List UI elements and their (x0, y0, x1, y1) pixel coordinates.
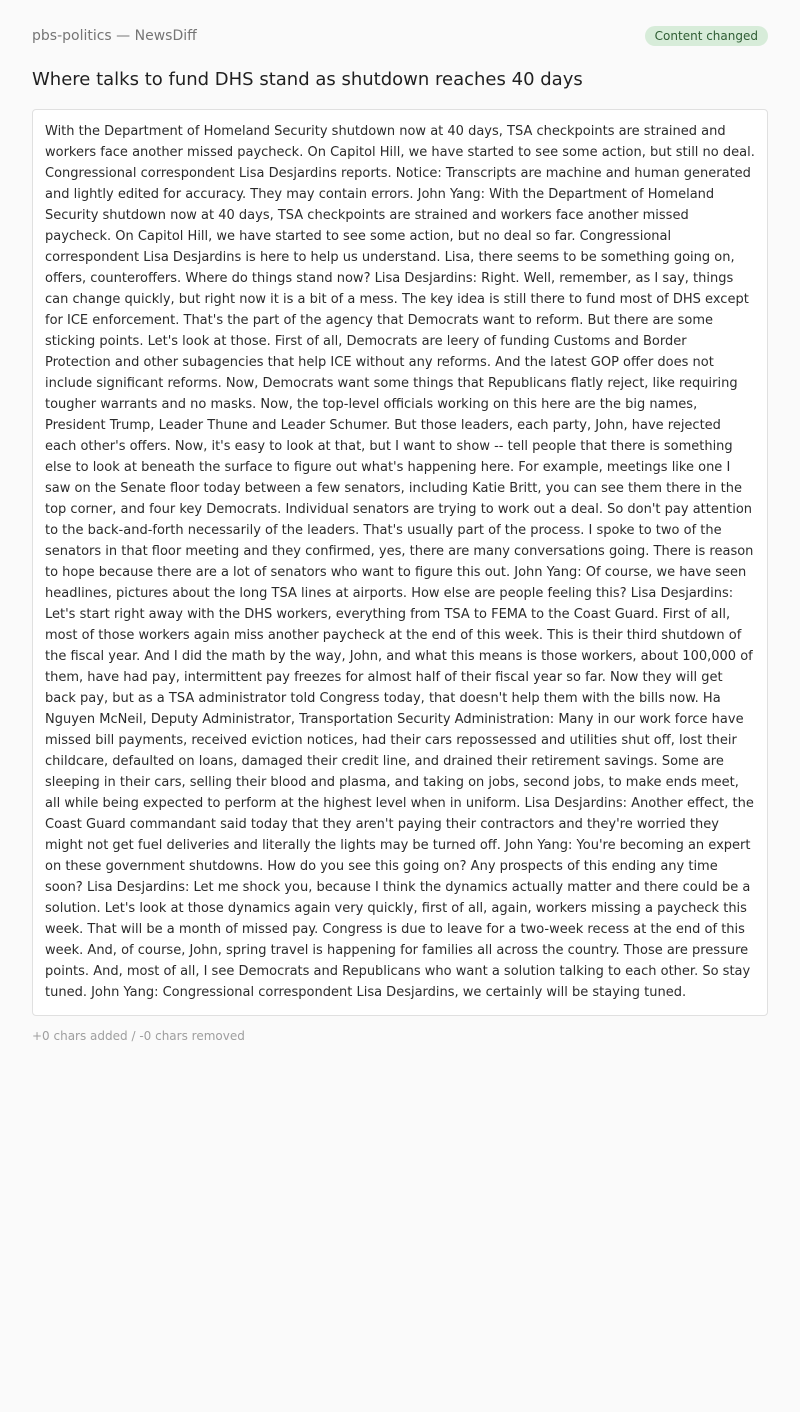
status-badge: Content changed (645, 26, 768, 46)
article-card (32, 109, 768, 1016)
header (32, 26, 768, 46)
article-body: With the Department of Homeland Security shutdown now at 40 days, TSA checkpoints are strained and workers face another missed paycheck. On Capitol Hill, we have started to see some action, but still no deal. Congressional correspondent Lisa Desjardins reports. Notice: Transcripts are machine and human generated and lightly edited for accuracy. They may contain errors. John Yang: With the Department of Homeland Security shutdown now at 40 days, TSA checkpoints are strained and workers face another missed paycheck. On Capitol Hill, we have started to see some action, but no deal so far. Congressional correspondent Lisa Desjardins is here to help us understand. Lisa, there seems to be something going on, offers, counteroffers. Where do things stand now? Lisa Desjardins: Right. Well, remember, as I say, things can change quickly, but right now it is a bit of a mess. The key idea is still there to fund most of DHS except for ICE enforcement. That's the part of the agency that Democrats want to reform. But there are some sticking points. Let's look at those. First of all, Democrats are leery of funding Customs and Border Protection and other subagencies that help ICE without any reforms. And the latest GOP offer does not include significant reforms. Now, Democrats want some things that Republicans flatly reject, like requiring tougher warrants and no masks. Now, the top-level officials working on this here are the big names, President Trump, Leader Thune and Leader Schumer. But those leaders, each party, John, have rejected each other's offers. Now, it's easy to look at that, but I want to show -- tell people that there is something else to look at beneath the surface to figure out what's happening here. For example, meetings like one I saw on the Senate floor today between a few senators, including Katie Britt, you can see them there in the top corner, and four key Democrats. Individual senators are trying to work out a deal. So don't pay attention to the back-and-forth necessarily of the leaders. That's usually part of the process. I spoke to two of the senators in that floor meeting and they confirmed, yes, there are many conversations going. There is reason to hope because there are a lot of senators who want to figure this out. John Yang: Of course, we have seen headlines, pictures about the long TSA lines at airports. How else are people feeling this? Lisa Desjardins: Let's start right away with the DHS workers, everything from TSA to FEMA to the Coast Guard. First of all, most of those workers again miss another paycheck at the end of this week. This is their third shutdown of the fiscal year. And I did the math by the way, John, and what this means is those workers, about 100,000 of them, have had pay, intermittent pay freezes for almost half of their fiscal year so far. Now they will get back pay, but as a TSA administrator told Congress today, that doesn't help them with the bills now. Ha Nguyen McNeil, Deputy Administrator, Transportation Security Administration: Many in our work force have missed bill payments, received eviction notices, had their cars repossessed and utilities shut off, lost their childcare, defaulted on loans, damaged their credit line, and drained their retirement savings. Some are sleeping in their cars, selling their blood and plasma, and taking on jobs, second jobs, to make ends meet, all while being expected to perform at the highest level when in uniform. Lisa Desjardins: Another effect, the Coast Guard commandant said today that they aren't paying their contractors and they're worried they might not get fuel deliveries and literally the lights may be turned off. John Yang: You're becoming an expert on these government shutdowns. How do you see this going on? Any prospects of this ending any time soon? Lisa Desjardins: Let me shock you, because I think the dynamics actually matter and there could be a solution. Let's look at those dynamics again very quickly, first of all, again, workers missing a paycheck this week. That will be a month of missed pay. Congress is due to leave for a two-week recess at the end of this week. And, of course, John, spring travel is happening for families all across the country. Those are pressure points. And, most of all, I see Democrats and Republicans who want a solution talking to each other. So stay tuned. John Yang: Congressional correspondent Lisa Desjardins, we certainly will be staying tuned. (45, 124, 755, 1000)
diff-stats: +0 chars added / -0 chars removed (32, 1029, 245, 1043)
source-label: pbs-politics — NewsDiff (32, 28, 197, 44)
page-title: Where talks to fund DHS stand as shutdown reaches 40 days (32, 69, 583, 90)
